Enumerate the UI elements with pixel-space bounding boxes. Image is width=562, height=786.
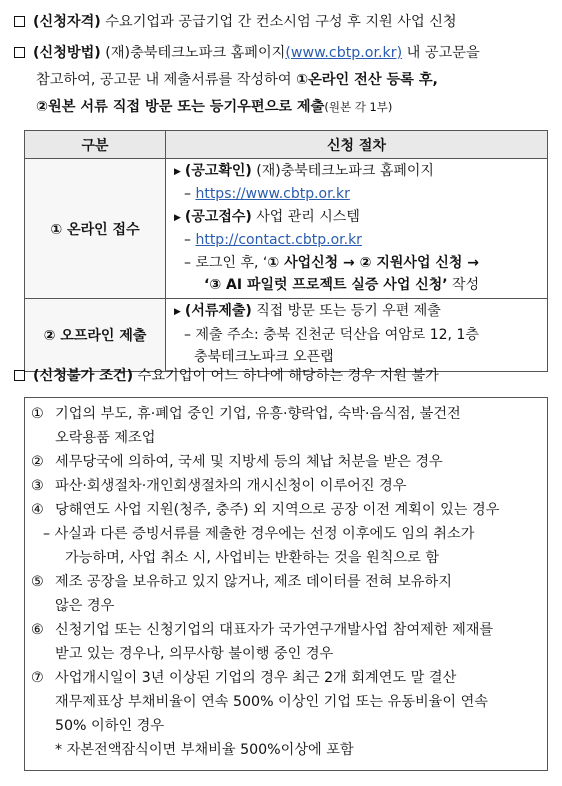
conditions-box	[24, 397, 548, 771]
list-item	[25, 570, 547, 618]
item-number: ⑤	[31, 574, 44, 590]
step-bold2: ‘③ AI 파일럿 프로젝트 실증 사업 신청’	[204, 277, 448, 294]
list-item	[25, 498, 547, 522]
item-number: ③	[31, 478, 44, 494]
method-title: (신청방법)	[33, 45, 101, 61]
cbtp-url-link[interactable]: https://www.cbtp.or.kr	[195, 186, 350, 203]
ineligible-text: 수요기업이 어느 하나에 해당하는 경우 지원 불가	[133, 368, 439, 384]
step-bold: ① 사업신청 → ② 지원사업 신청 →	[267, 254, 480, 271]
list-item	[25, 450, 547, 474]
item-sub-line: 가능하며, 사업 취소 시, 사업비는 반환하는 것을 원칙으로 함	[65, 550, 440, 566]
method-section	[14, 40, 548, 121]
contact-url-link[interactable]: http://contact.cbtp.or.kr	[195, 232, 362, 249]
offline-procedure: ▶ (서류제출) 직접 방문 또는 등기 우편 제출 – 제출 주소: 충북 진천군 덕산읍 여암로 12, 1층 충북테크노파크 오픈랩	[166, 299, 548, 371]
online-label: ① 온라인 접수	[25, 159, 166, 299]
item-line: 50% 이하인 경우	[55, 718, 165, 734]
checkbox-bullet-icon	[14, 47, 25, 58]
method-line2-bold: ①온라인 전산 등록 후,	[296, 72, 438, 88]
cbtp-homepage-link[interactable]: (www.cbtp.or.kr)	[285, 45, 403, 61]
list-item	[25, 618, 547, 666]
list-item	[25, 666, 547, 738]
table-row-online	[25, 159, 548, 299]
offline-text: 직접 방문 또는 등기 우편 제출	[251, 303, 441, 320]
item-number: ④	[31, 502, 44, 518]
step-prefix: 로그인 후, ‘	[195, 254, 268, 271]
ineligible-title: (신청불가 조건)	[33, 368, 134, 384]
item-number: ②	[31, 454, 44, 470]
method-text: (재)충북테크노파크 홈페이지	[100, 45, 286, 61]
offline-head: (서류제출)	[184, 303, 252, 320]
triangle-bullet-icon: ▶	[174, 167, 181, 177]
step-suffix: 작성	[447, 277, 480, 294]
list-item	[25, 402, 547, 450]
method-text-end: 내 공고문을	[402, 45, 480, 61]
online-procedure: ▶ (공고확인) (재)충북테크노파크 홈페이지 – https://www.cbtp.or.kr ▶ (공고접수) 사업 관리 시스템 – http://contact.cbtp.or.kr – 로그인 후, ‘① 사업신청 → ② 지원사업 신청 → ‘③ AI 파일럿 프로젝트 실증 사업 신청’ 작성	[166, 159, 548, 299]
item-line: 제조 공장을 보유하고 있지 않거나, 제조 데이터를 전혀 보유하지	[55, 574, 452, 590]
method-line3-bold: ②원본 서류 직접 방문 또는 등기우편으로 제출	[36, 99, 325, 115]
item-line: 세무당국에 의하여, 국세 및 지방세 등의 체납 처분을 받은 경우	[55, 454, 443, 470]
procedure-table	[24, 130, 548, 372]
eligibility-title: (신청자격)	[33, 14, 101, 30]
item-line: 신청기업 또는 신청기업의 대표자가 국가연구개발사업 참여제한 제재를	[55, 622, 494, 638]
item-number: ⑦	[31, 670, 44, 686]
item-line: 파산·회생절차·개인회생절차의 개시신청이 이루어진 경우	[55, 478, 407, 494]
item-line: 받고 있는 경우나, 의무사항 불이행 중인 경우	[55, 646, 334, 662]
header-procedure: 신청 절차	[166, 131, 548, 159]
offline-address2: 충북테크노파크 오픈랩	[194, 349, 334, 366]
method-line3-note: (원본 각 1부)	[324, 100, 393, 114]
item-sub-line: – 사실과 다른 증빙서류를 제출한 경우에는 선정 이후에도 임의 취소가	[43, 526, 475, 542]
header-category: 구분	[25, 131, 166, 159]
notice-head: (공고확인)	[184, 163, 252, 179]
method-line2: 참고하여, 공고문 내 제출서류를 작성하여	[36, 72, 297, 88]
eligibility-section	[14, 9, 548, 36]
triangle-bullet-icon: ▶	[174, 307, 181, 318]
item-line: 않은 경우	[55, 598, 115, 614]
offline-address: 제출 주소: 충북 진천군 덕산읍 여암로 12, 1층	[195, 326, 479, 343]
item-number: ⑥	[31, 622, 44, 638]
item-line: 기업의 부도, 휴·폐업 중인 기업, 유흥·향락업, 숙박·음식점, 불건전	[55, 406, 461, 422]
item-number: ①	[31, 406, 44, 422]
checkbox-bullet-icon	[14, 16, 25, 27]
list-item	[25, 474, 547, 498]
table-row-offline	[25, 299, 548, 371]
table-header-row	[25, 131, 548, 159]
apply-head: (공고접수)	[184, 208, 252, 225]
item-line: 사업개시일이 3년 이상된 기업의 경우 최근 2개 회계연도 말 결산	[55, 670, 457, 686]
triangle-bullet-icon: ▶	[174, 212, 181, 223]
item-line: 오락용품 제조업	[55, 430, 156, 446]
notice-text: (재)충북테크노파크 홈페이지	[251, 163, 434, 179]
footnote: * 자본전액잠식이면 부채비율 500%이상에 포함	[55, 742, 354, 758]
apply-text: 사업 관리 시스템	[251, 208, 360, 225]
item-line: 당해연도 사업 지원(청주, 충주) 외 지역으로 공장 이전 계획이 있는 경우	[55, 502, 500, 518]
item-line: 재무제표상 부채비율이 연속 500% 이상인 기업 또는 유동비율이 연속	[55, 694, 488, 710]
ineligible-section	[14, 363, 548, 390]
offline-label: ② 오프라인 제출	[25, 299, 166, 371]
eligibility-text: 수요기업과 공급기업 간 컨소시엄 구성 후 지원 사업 신청	[100, 14, 457, 30]
checkbox-bullet-icon	[14, 370, 25, 381]
